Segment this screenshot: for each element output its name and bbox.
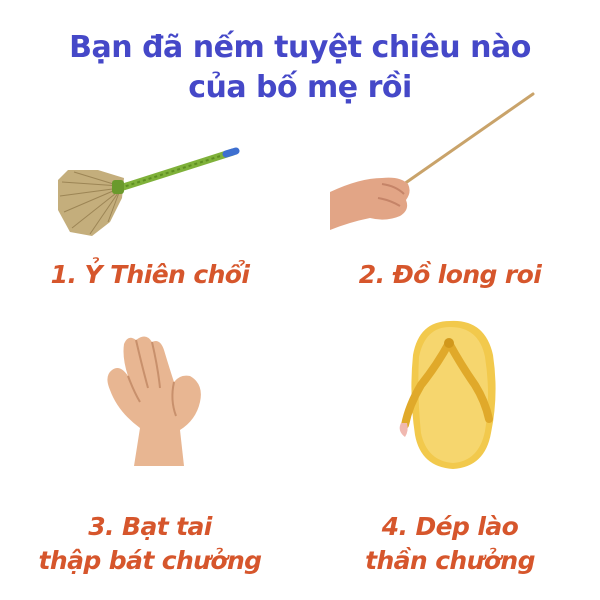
flip-flop-icon bbox=[395, 315, 505, 475]
caption-4 bbox=[330, 510, 570, 578]
caption-1: 1. Ỷ Thiên chổi bbox=[50, 260, 250, 289]
caption-4-line-1: 4. Dép lào bbox=[381, 512, 519, 541]
caption-4-line-2: thần chưởng bbox=[365, 546, 535, 575]
caption-3 bbox=[30, 510, 270, 578]
stick-icon bbox=[330, 92, 540, 232]
caption-2: 2. Đồ long roi bbox=[358, 260, 542, 289]
slap-hand-icon bbox=[100, 330, 220, 470]
title-line-2: của bố mẹ rồi bbox=[188, 70, 412, 105]
title-line-1: Bạn đã nếm tuyệt chiêu nào bbox=[69, 30, 531, 65]
caption-3-line-1: 3. Bạt tai bbox=[88, 512, 212, 541]
caption-3-line-2: thập bát chưởng bbox=[38, 546, 262, 575]
broom-icon bbox=[50, 140, 240, 240]
